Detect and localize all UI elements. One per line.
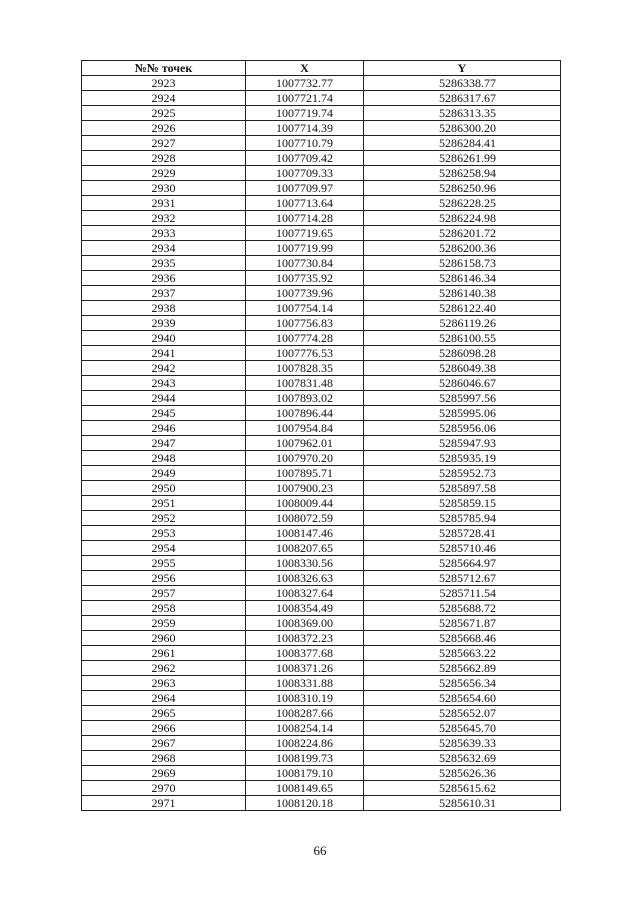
x-coordinate-cell: 1007713.64 (246, 196, 364, 211)
x-coordinate-cell: 1007719.74 (246, 106, 364, 121)
table-row (82, 481, 561, 496)
table-row (82, 781, 561, 796)
point-number-cell: 2935 (82, 256, 246, 271)
x-coordinate-cell: 1008330.56 (246, 556, 364, 571)
y-coordinate-cell: 5285645.70 (364, 721, 561, 736)
table-row (82, 76, 561, 91)
point-number-cell: 2951 (82, 496, 246, 511)
y-coordinate-cell: 5286200.36 (364, 241, 561, 256)
x-coordinate-cell: 1007719.99 (246, 241, 364, 256)
point-number-cell: 2934 (82, 241, 246, 256)
table-row (82, 691, 561, 706)
point-number-cell: 2954 (82, 541, 246, 556)
y-coordinate-cell: 5286250.96 (364, 181, 561, 196)
point-number-cell: 2966 (82, 721, 246, 736)
table-row (82, 571, 561, 586)
table-row (82, 331, 561, 346)
y-coordinate-cell: 5285610.31 (364, 796, 561, 811)
x-coordinate-cell: 1008207.65 (246, 541, 364, 556)
x-coordinate-cell: 1007710.79 (246, 136, 364, 151)
table-row (82, 736, 561, 751)
x-coordinate-cell: 1008331.88 (246, 676, 364, 691)
x-coordinate-cell: 1007893.02 (246, 391, 364, 406)
x-coordinate-cell: 1007774.28 (246, 331, 364, 346)
x-coordinate-cell: 1007714.39 (246, 121, 364, 136)
x-coordinate-cell: 1008377.68 (246, 646, 364, 661)
table-row (82, 241, 561, 256)
y-coordinate-cell: 5285615.62 (364, 781, 561, 796)
table-row (82, 316, 561, 331)
point-number-cell: 2952 (82, 511, 246, 526)
x-coordinate-cell: 1007776.53 (246, 346, 364, 361)
x-coordinate-cell: 1007739.96 (246, 286, 364, 301)
point-number-cell: 2969 (82, 766, 246, 781)
x-coordinate-cell: 1008287.66 (246, 706, 364, 721)
x-coordinate-cell: 1008372.23 (246, 631, 364, 646)
y-coordinate-cell: 5285626.36 (364, 766, 561, 781)
y-coordinate-cell: 5285688.72 (364, 601, 561, 616)
y-coordinate-cell: 5285859.15 (364, 496, 561, 511)
x-coordinate-cell: 1008149.65 (246, 781, 364, 796)
point-number-cell: 2959 (82, 616, 246, 631)
table-row (82, 586, 561, 601)
point-number-cell: 2950 (82, 481, 246, 496)
point-number-cell: 2942 (82, 361, 246, 376)
x-coordinate-cell: 1008179.10 (246, 766, 364, 781)
table-row (82, 106, 561, 121)
table-row (82, 421, 561, 436)
point-number-cell: 2925 (82, 106, 246, 121)
header-y: Y (364, 61, 561, 76)
y-coordinate-cell: 5286146.34 (364, 271, 561, 286)
y-coordinate-cell: 5286317.67 (364, 91, 561, 106)
x-coordinate-cell: 1007709.42 (246, 151, 364, 166)
table-row (82, 721, 561, 736)
y-coordinate-cell: 5286201.72 (364, 226, 561, 241)
y-coordinate-cell: 5285663.22 (364, 646, 561, 661)
table-row (82, 121, 561, 136)
table-row (82, 391, 561, 406)
y-coordinate-cell: 5286122.40 (364, 301, 561, 316)
table-row (82, 256, 561, 271)
y-coordinate-cell: 5285664.97 (364, 556, 561, 571)
y-coordinate-cell: 5285785.94 (364, 511, 561, 526)
page-number: 66 (313, 843, 327, 858)
point-number-cell: 2955 (82, 556, 246, 571)
x-coordinate-cell: 1007709.33 (246, 166, 364, 181)
x-coordinate-cell: 1007828.35 (246, 361, 364, 376)
table-row (82, 466, 561, 481)
y-coordinate-cell: 5285956.06 (364, 421, 561, 436)
point-number-cell: 2927 (82, 136, 246, 151)
point-number-cell: 2943 (82, 376, 246, 391)
table-row (82, 601, 561, 616)
point-number-cell: 2940 (82, 331, 246, 346)
point-number-cell: 2945 (82, 406, 246, 421)
y-coordinate-cell: 5285935.19 (364, 451, 561, 466)
point-number-cell: 2947 (82, 436, 246, 451)
y-coordinate-cell: 5285997.56 (364, 391, 561, 406)
table-row (82, 436, 561, 451)
table-row (82, 271, 561, 286)
x-coordinate-cell: 1007896.44 (246, 406, 364, 421)
x-coordinate-cell: 1008327.64 (246, 586, 364, 601)
x-coordinate-cell: 1007714.28 (246, 211, 364, 226)
point-number-cell: 2930 (82, 181, 246, 196)
table-row (82, 661, 561, 676)
x-coordinate-cell: 1007730.84 (246, 256, 364, 271)
y-coordinate-cell: 5285671.87 (364, 616, 561, 631)
point-number-cell: 2967 (82, 736, 246, 751)
table-row (82, 376, 561, 391)
point-number-cell: 2968 (82, 751, 246, 766)
y-coordinate-cell: 5286100.55 (364, 331, 561, 346)
point-number-cell: 2929 (82, 166, 246, 181)
x-coordinate-cell: 1007900.23 (246, 481, 364, 496)
y-coordinate-cell: 5286098.28 (364, 346, 561, 361)
table-row (82, 226, 561, 241)
table-row (82, 511, 561, 526)
x-coordinate-cell: 1008120.18 (246, 796, 364, 811)
x-coordinate-cell: 1007895.71 (246, 466, 364, 481)
x-coordinate-cell: 1008369.00 (246, 616, 364, 631)
table-body (82, 76, 561, 811)
x-coordinate-cell: 1007709.97 (246, 181, 364, 196)
point-number-cell: 2964 (82, 691, 246, 706)
y-coordinate-cell: 5285728.41 (364, 526, 561, 541)
x-coordinate-cell: 1008254.14 (246, 721, 364, 736)
point-number-cell: 2953 (82, 526, 246, 541)
table-row (82, 346, 561, 361)
x-coordinate-cell: 1008326.63 (246, 571, 364, 586)
coordinates-table (81, 60, 561, 811)
point-number-cell: 2944 (82, 391, 246, 406)
point-number-cell: 2970 (82, 781, 246, 796)
point-number-cell: 2939 (82, 316, 246, 331)
table-row (82, 676, 561, 691)
point-number-cell: 2937 (82, 286, 246, 301)
point-number-cell: 2971 (82, 796, 246, 811)
y-coordinate-cell: 5285652.07 (364, 706, 561, 721)
y-coordinate-cell: 5286046.67 (364, 376, 561, 391)
header-point-number: №№ точек (82, 61, 246, 76)
point-number-cell: 2946 (82, 421, 246, 436)
x-coordinate-cell: 1007970.20 (246, 451, 364, 466)
y-coordinate-cell: 5285656.34 (364, 676, 561, 691)
x-coordinate-cell: 1008009.44 (246, 496, 364, 511)
point-number-cell: 2923 (82, 76, 246, 91)
y-coordinate-cell: 5286049.38 (364, 361, 561, 376)
y-coordinate-cell: 5286224.98 (364, 211, 561, 226)
x-coordinate-cell: 1007719.65 (246, 226, 364, 241)
y-coordinate-cell: 5286338.77 (364, 76, 561, 91)
x-coordinate-cell: 1007735.92 (246, 271, 364, 286)
table-row (82, 556, 561, 571)
y-coordinate-cell: 5285897.58 (364, 481, 561, 496)
point-number-cell: 2956 (82, 571, 246, 586)
y-coordinate-cell: 5285632.69 (364, 751, 561, 766)
point-number-cell: 2948 (82, 451, 246, 466)
y-coordinate-cell: 5286300.20 (364, 121, 561, 136)
table-row (82, 406, 561, 421)
x-coordinate-cell: 1007756.83 (246, 316, 364, 331)
table-row (82, 361, 561, 376)
x-coordinate-cell: 1008310.19 (246, 691, 364, 706)
table-row (82, 766, 561, 781)
table-row (82, 136, 561, 151)
table-row (82, 91, 561, 106)
point-number-cell: 2931 (82, 196, 246, 211)
point-number-cell: 2949 (82, 466, 246, 481)
table-row (82, 286, 561, 301)
y-coordinate-cell: 5286258.94 (364, 166, 561, 181)
x-coordinate-cell: 1007831.48 (246, 376, 364, 391)
y-coordinate-cell: 5286261.99 (364, 151, 561, 166)
x-coordinate-cell: 1008354.49 (246, 601, 364, 616)
table-row (82, 706, 561, 721)
x-coordinate-cell: 1007954.84 (246, 421, 364, 436)
table-row (82, 166, 561, 181)
table-row (82, 751, 561, 766)
y-coordinate-cell: 5285710.46 (364, 541, 561, 556)
point-number-cell: 2924 (82, 91, 246, 106)
point-number-cell: 2928 (82, 151, 246, 166)
y-coordinate-cell: 5285639.33 (364, 736, 561, 751)
x-coordinate-cell: 1007721.74 (246, 91, 364, 106)
table-row (82, 496, 561, 511)
table-row (82, 196, 561, 211)
point-number-cell: 2965 (82, 706, 246, 721)
y-coordinate-cell: 5286313.35 (364, 106, 561, 121)
y-coordinate-cell: 5285995.06 (364, 406, 561, 421)
y-coordinate-cell: 5285654.60 (364, 691, 561, 706)
y-coordinate-cell: 5286158.73 (364, 256, 561, 271)
table-header-row (82, 61, 561, 76)
table-row (82, 181, 561, 196)
y-coordinate-cell: 5285662.89 (364, 661, 561, 676)
table-row (82, 526, 561, 541)
y-coordinate-cell: 5286140.38 (364, 286, 561, 301)
y-coordinate-cell: 5286228.25 (364, 196, 561, 211)
point-number-cell: 2962 (82, 661, 246, 676)
point-number-cell: 2957 (82, 586, 246, 601)
table-row (82, 541, 561, 556)
point-number-cell: 2960 (82, 631, 246, 646)
table-row (82, 646, 561, 661)
y-coordinate-cell: 5285711.54 (364, 586, 561, 601)
point-number-cell: 2941 (82, 346, 246, 361)
point-number-cell: 2961 (82, 646, 246, 661)
y-coordinate-cell: 5285712.67 (364, 571, 561, 586)
table-row (82, 301, 561, 316)
x-coordinate-cell: 1008147.46 (246, 526, 364, 541)
x-coordinate-cell: 1008224.86 (246, 736, 364, 751)
y-coordinate-cell: 5285947.93 (364, 436, 561, 451)
table-row (82, 796, 561, 811)
point-number-cell: 2938 (82, 301, 246, 316)
point-number-cell: 2963 (82, 676, 246, 691)
y-coordinate-cell: 5285668.46 (364, 631, 561, 646)
table-row (82, 151, 561, 166)
y-coordinate-cell: 5286284.41 (364, 136, 561, 151)
x-coordinate-cell: 1008072.59 (246, 511, 364, 526)
x-coordinate-cell: 1007754.14 (246, 301, 364, 316)
table-row (82, 616, 561, 631)
point-number-cell: 2958 (82, 601, 246, 616)
x-coordinate-cell: 1007962.01 (246, 436, 364, 451)
table-row (82, 631, 561, 646)
y-coordinate-cell: 5286119.26 (364, 316, 561, 331)
point-number-cell: 2926 (82, 121, 246, 136)
point-number-cell: 2932 (82, 211, 246, 226)
table-row (82, 211, 561, 226)
point-number-cell: 2933 (82, 226, 246, 241)
table-row (82, 451, 561, 466)
x-coordinate-cell: 1008199.73 (246, 751, 364, 766)
point-number-cell: 2936 (82, 271, 246, 286)
x-coordinate-cell: 1008371.26 (246, 661, 364, 676)
header-x: X (246, 61, 364, 76)
y-coordinate-cell: 5285952.73 (364, 466, 561, 481)
x-coordinate-cell: 1007732.77 (246, 76, 364, 91)
